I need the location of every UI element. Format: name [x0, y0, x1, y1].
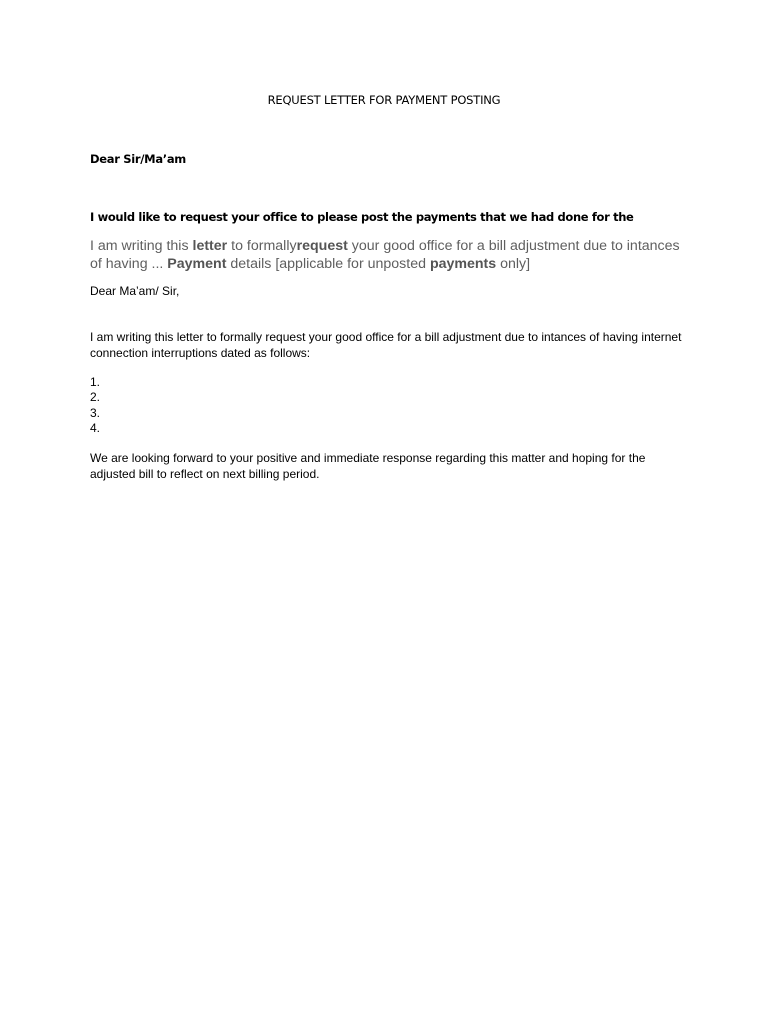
list-item: 3. — [90, 405, 101, 420]
snippet-keyword: letter — [192, 238, 228, 254]
snippet-keyword: request — [296, 238, 348, 254]
closing-paragraph: We are looking forward to your positive and immediate response regarding this matter and hoping for the adjusted bill to reflect on next billing period. — [90, 451, 646, 481]
salutation: Dear Ma’am/ Sir, — [90, 284, 180, 298]
snippet-text: I am writing this — [90, 238, 193, 254]
letter-title: REQUEST LETTER FOR PAYMENT POSTING — [267, 93, 501, 107]
list-item: 4. — [90, 420, 101, 435]
snippet-text: to formally — [227, 238, 297, 254]
list-item: 2. — [90, 390, 101, 405]
body-paragraph: I am writing this letter to formally request your good office for a bill adjustment due to intances of having internet connection interruptions dated as follows: — [90, 330, 682, 360]
snippet-keyword: payments — [429, 256, 497, 272]
numbered-list — [90, 375, 100, 436]
request-line: I would like to request your office to please post the payments that we had done for the — [90, 210, 634, 224]
list-item: 1. — [90, 375, 101, 389]
snippet-keyword: Payment — [167, 256, 227, 272]
search-snippet — [90, 237, 680, 273]
snippet-text: only] — [496, 256, 531, 272]
salutation-heading: Dear Sir/Ma’am — [90, 152, 186, 166]
snippet-text: your good office for a bill adjustment due to intances of having ... — [90, 238, 680, 272]
snippet-text: details [applicable for unposted — [226, 256, 430, 272]
